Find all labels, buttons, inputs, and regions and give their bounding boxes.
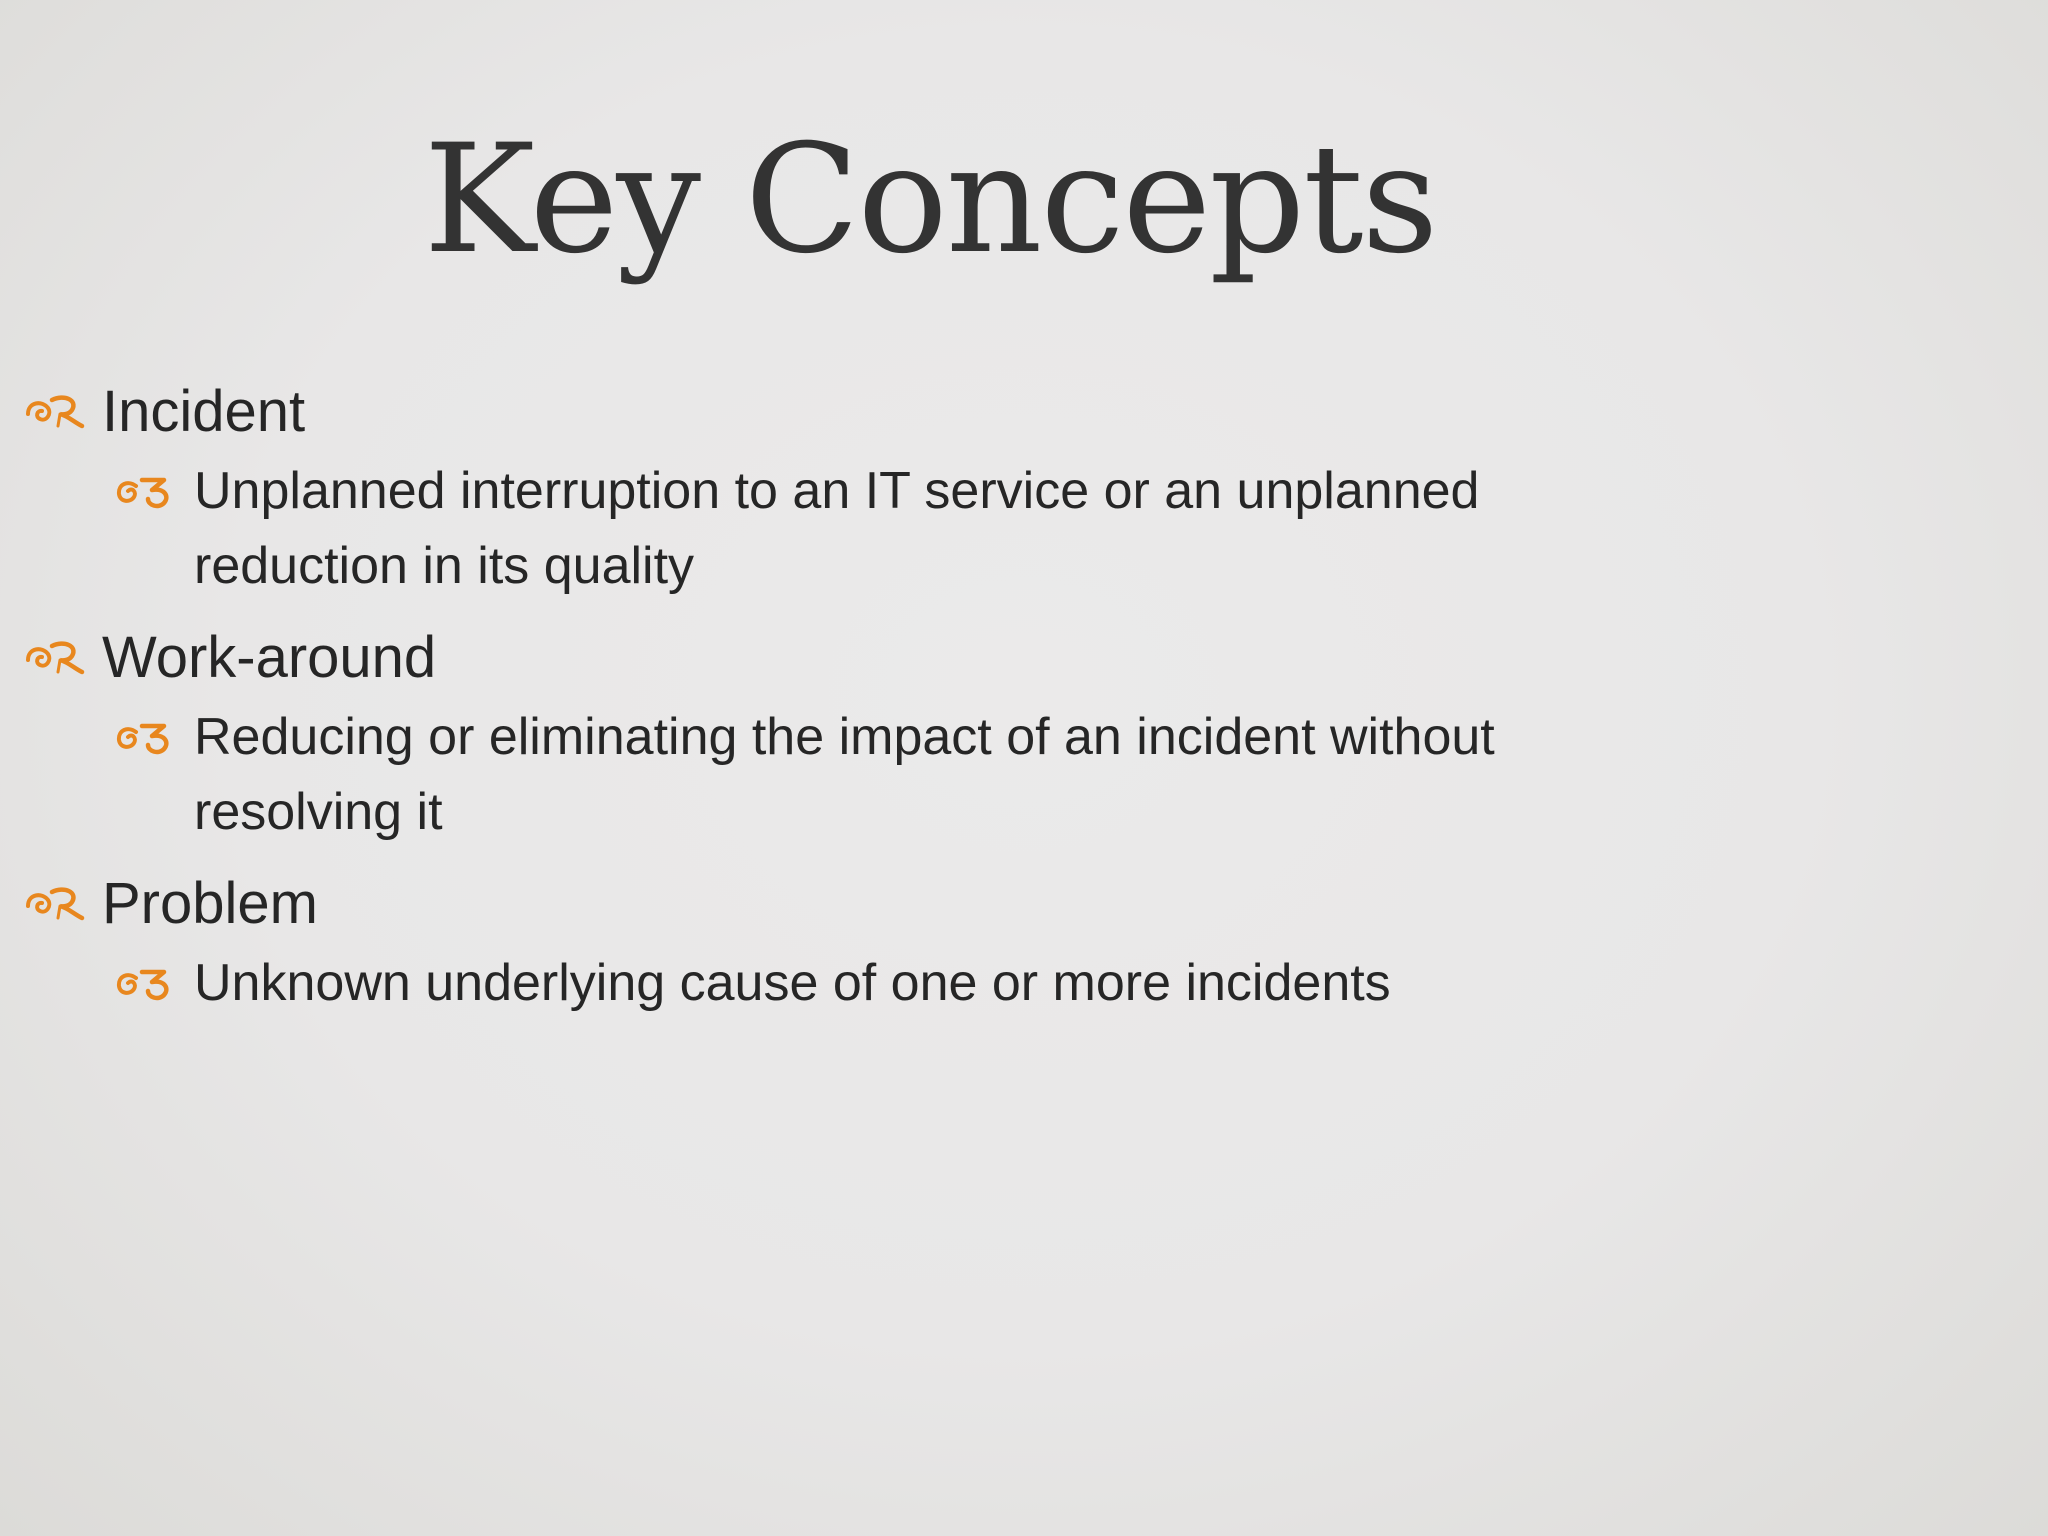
sub-bullet-text: Reducing or eliminating the impact of an incident without resolving it bbox=[194, 708, 1495, 841]
bullet-item-incident bbox=[22, 370, 1722, 604]
bullet-label: Problem bbox=[102, 871, 318, 936]
sub-bullet-text: Unknown underlying cause of one or more incidents bbox=[194, 954, 1391, 1012]
ornament-bullet-icon bbox=[22, 862, 102, 946]
ornament-sub-bullet-icon bbox=[114, 700, 194, 775]
ornament-bullet-icon bbox=[22, 616, 102, 700]
sub-bullet-text: Unplanned interruption to an IT service or an unplanned reduction in its quality bbox=[194, 462, 1480, 595]
bullet-label: Incident bbox=[102, 379, 306, 444]
slide-title: Key Concepts bbox=[423, 113, 1437, 287]
bullet-list bbox=[22, 370, 1722, 1033]
bullet-item-work-around bbox=[22, 616, 1722, 850]
bullet-label: Work-around bbox=[102, 625, 437, 690]
ornament-bullet-icon bbox=[22, 370, 102, 454]
ornament-sub-bullet-icon bbox=[114, 454, 194, 529]
ornament-sub-bullet-icon bbox=[114, 946, 194, 1021]
bullet-item-problem bbox=[22, 862, 1722, 1021]
